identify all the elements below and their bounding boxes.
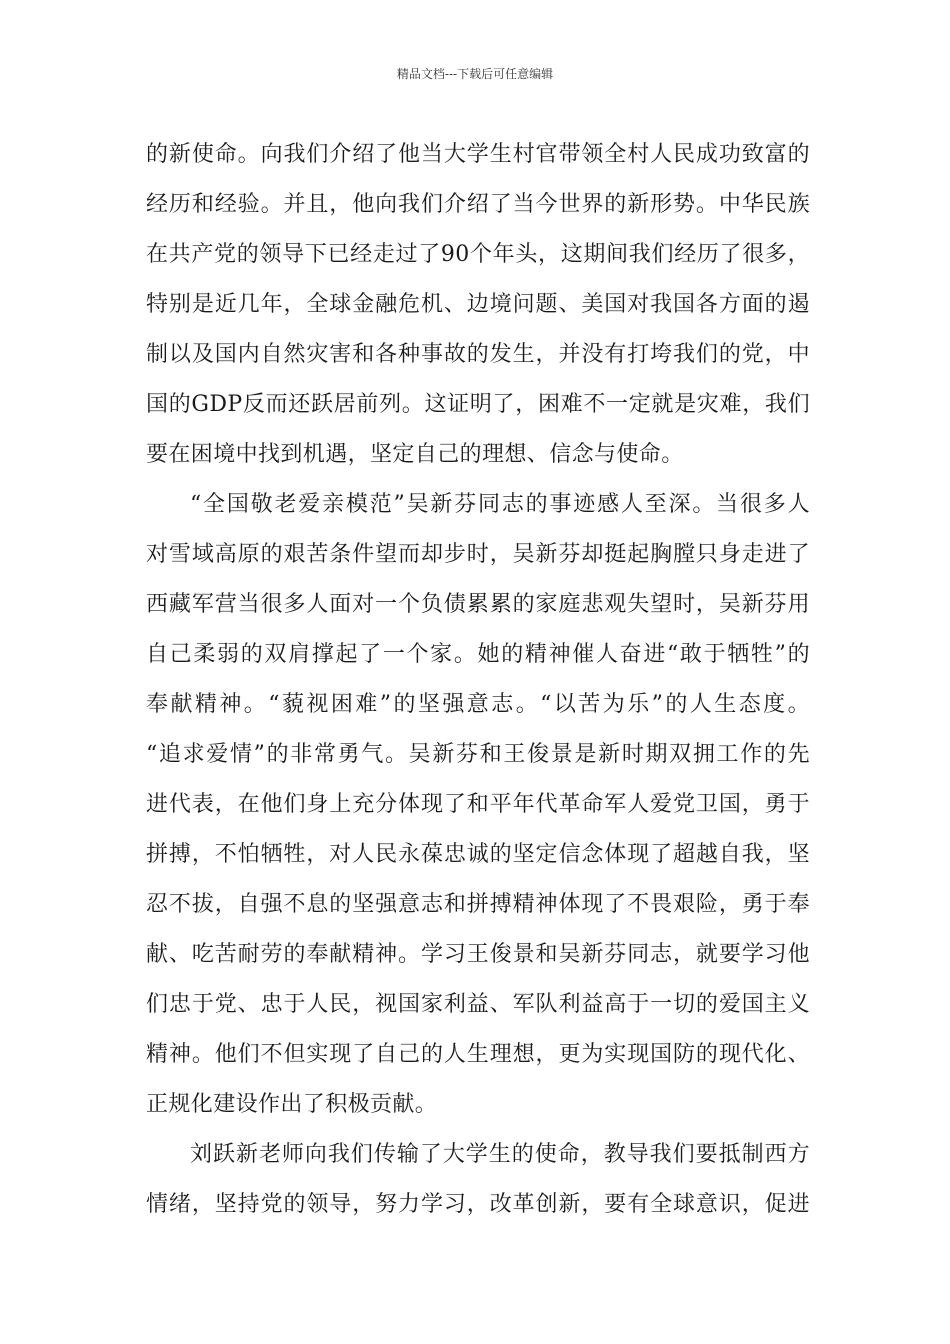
text-line: 拼搏，不怕牺牲，对人民永葆忠诚的坚定信念体现了超越自我，坚	[146, 842, 810, 867]
text-line: 要在困境中找到机遇，坚定自己的理想、信念与使命。	[146, 442, 684, 467]
text-line: 忍不拔，自强不息的坚强意志和拼搏精神体现了不畏艰险，勇于奉	[146, 892, 810, 917]
text-line: 自己柔弱的双肩撑起了一个家。她的精神催人奋进“敢于牺牲”的	[146, 642, 810, 667]
text-line: 西藏军营当很多人面对一个负债累累的家庭悲观失望时，吴新芬用	[146, 592, 810, 617]
text-line: 正规化建设作出了积极贡献。	[146, 1092, 438, 1117]
text-line: 进代表，在他们身上充分体现了和平年代革命军人爱党卫国，勇于	[146, 792, 810, 817]
text-line: 国的GDP反而还跃居前列。这证明了，困难不一定就是灾难，我们	[146, 392, 810, 417]
paragraph-first-line: “全国敬老爱亲模范”吴新芬同志的事迹感人至深。当很多人	[190, 492, 810, 517]
text-line: “追求爱情”的非常勇气。吴新芬和王俊景是新时期双拥工作的先	[146, 742, 810, 767]
text-line: 对雪域高原的艰苦条件望而却步时，吴新芬却挺起胸膛只身走进了	[146, 542, 810, 567]
text-line: 经历和经验。并且，他向我们介绍了当今世界的新形势。中华民族	[146, 192, 810, 217]
text-line: 奉献精神。“藐视困难”的坚强意志。“以苦为乐”的人生态度。	[146, 692, 810, 717]
text-line: 在共产党的领导下已经走过了90个年头，这期间我们经历了很多，	[146, 242, 810, 267]
page-header: 精品文档---下载后可任意编辑	[396, 67, 554, 81]
text-line: 们忠于党、忠于人民，视国家利益、军队利益高于一切的爱国主义	[146, 992, 810, 1017]
document-body	[146, 130, 810, 1230]
text-line: 特别是近几年，全球金融危机、边境问题、美国对我国各方面的遏	[146, 292, 810, 317]
text-line: 的新使命。向我们介绍了他当大学生村官带领全村人民成功致富的	[146, 142, 810, 167]
text-line: 精神。他们不但实现了自己的人生理想，更为实现国防的现代化、	[146, 1042, 810, 1067]
text-line: 献、吃苦耐劳的奉献精神。学习王俊景和吴新芬同志，就要学习他	[146, 942, 810, 967]
paragraph-first-line: 刘跃新老师向我们传输了大学生的使命，教导我们要抵制西方	[190, 1142, 810, 1167]
text-line: 情绪，坚持党的领导，努力学习，改革创新，要有全球意识，促进	[146, 1192, 810, 1217]
text-line: 制以及国内自然灾害和各种事故的发生，并没有打垮我们的党，中	[146, 342, 810, 367]
